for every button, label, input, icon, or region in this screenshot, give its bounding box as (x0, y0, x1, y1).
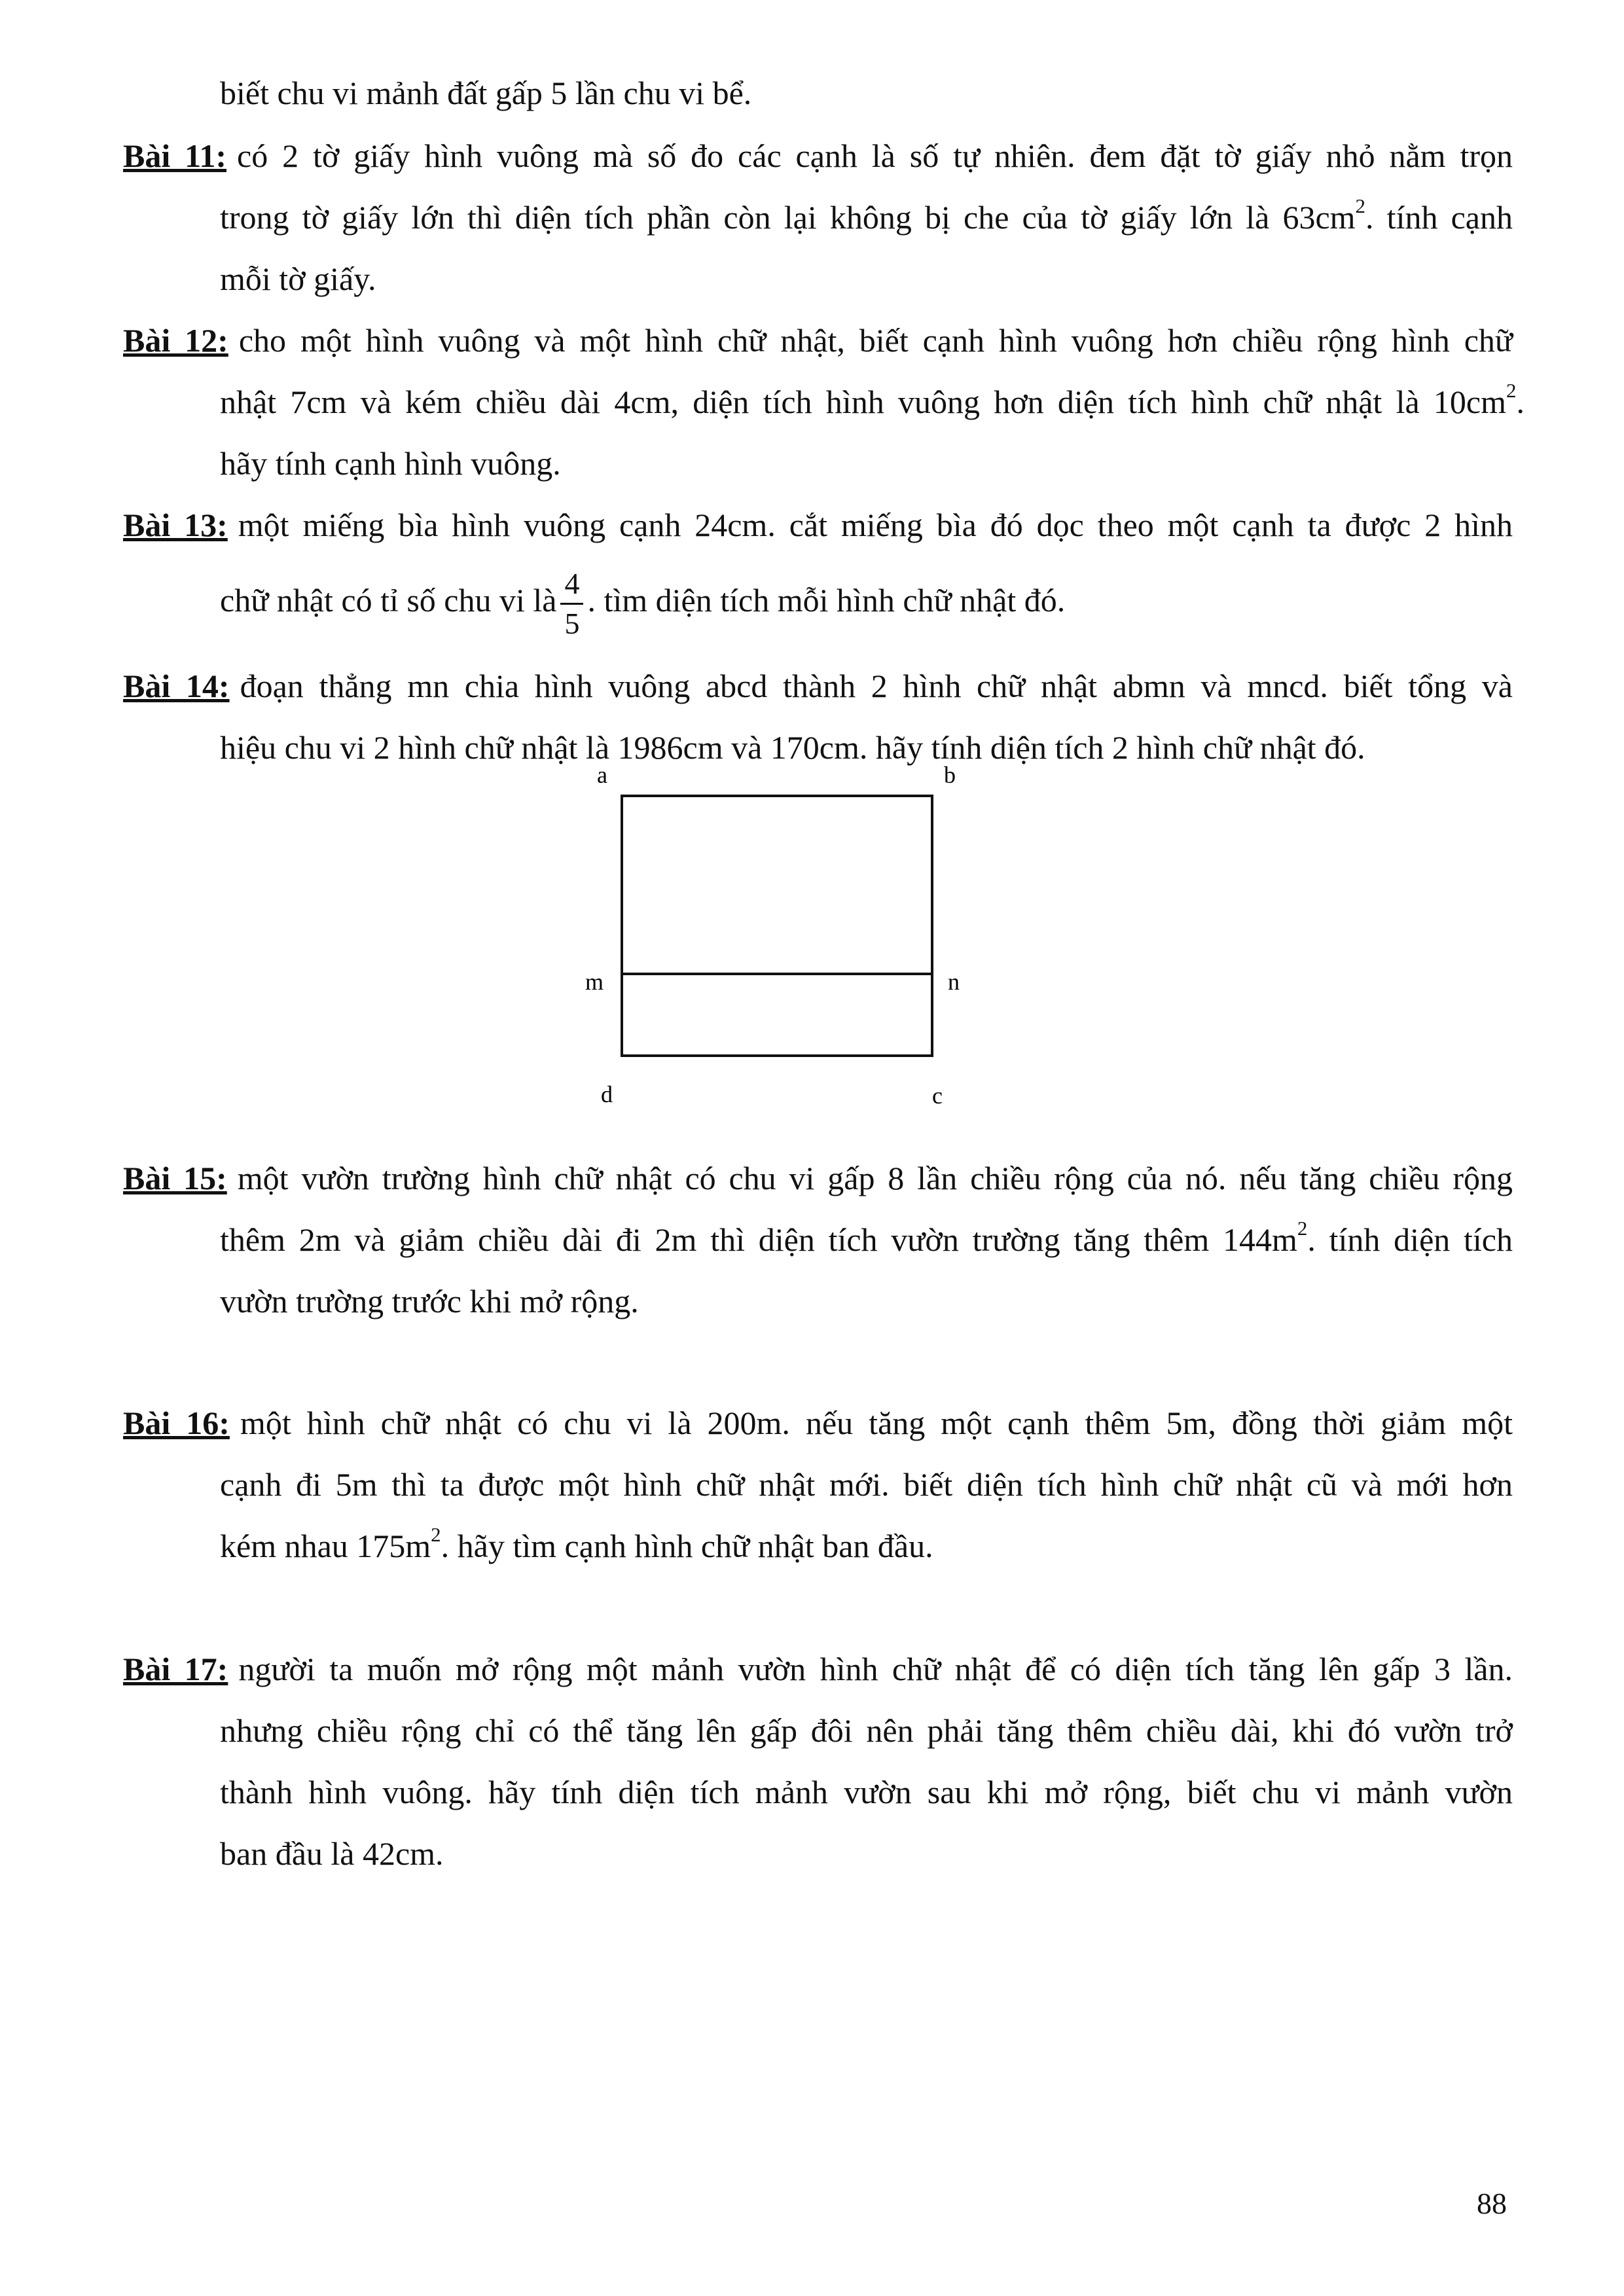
problem-14-line-1: Bài 14: đoạn thẳng mn chia hình vuông abcd thành 2 hình chữ nhật abmn và mncd. biết tổng và (123, 668, 1513, 704)
problem-14-label: Bài 14: (123, 668, 230, 704)
label-b: b (944, 762, 956, 788)
page-number: 88 (1477, 2187, 1507, 2220)
problem-14-line-2: hiệu chu vi 2 hình chữ nhật là 1986cm và 170cm. hãy tính diện tích 2 hình chữ nhật đó. (220, 729, 1365, 766)
problem-12-line-3: hãy tính cạnh hình vuông. (220, 445, 561, 482)
intro-line: biết chu vi mảnh đất gấp 5 lần chu vi bể. (220, 75, 752, 111)
problem-15-line-1: Bài 15: một vườn trường hình chữ nhật có chu vi gấp 8 lần chiều rộng của nó. nếu tăng chiều rộng (123, 1160, 1513, 1196)
problem-16-label: Bài 16: (123, 1405, 230, 1441)
label-d: d (601, 1081, 613, 1107)
problem-13-line-1: Bài 13: một miếng bìa hình vuông cạnh 24cm. cắt miếng bìa đó dọc theo một cạnh ta được 2 hình (123, 507, 1513, 543)
problem-11-line-2: trong tờ giấy lớn thì diện tích phần còn lại không bị che của tờ giấy lớn là $63cm^2$. tính cạnh (220, 194, 1513, 236)
problem-13-line-2: chữ nhật có tỉ số chu vi là $\frac{4}{5}$ . tìm diện tích mỗi hình chữ nhật đó. (220, 567, 1066, 641)
problem-15-line-3: vườn trường trước khi mở rộng. (220, 1283, 639, 1319)
problem-17-line-2: nhưng chiều rộng chỉ có thể tăng lên gấp đôi nên phải tăng thêm chiều dài, khi đó vườn trở (220, 1712, 1513, 1749)
fraction-4-5: $\frac{4}{5}$ (560, 569, 583, 639)
problem-11-line-1: Bài 11: có 2 tờ giấy hình vuông mà số đo các cạnh là số tự nhiên. đem đặt tờ giấy nhỏ nằm trọn (123, 137, 1513, 174)
problem-17-label: Bài 17: (123, 1651, 228, 1687)
problem-16-line-1: Bài 16: một hình chữ nhật có chu vi là 200m. nếu tăng một cạnh thêm 5m, đồng thời giảm một (123, 1405, 1513, 1441)
label-m: m (585, 969, 604, 995)
problem-13-label: Bài 13: (123, 507, 228, 543)
problem-11-label: Bài 11: (123, 137, 227, 174)
label-a: a (597, 762, 607, 788)
problem-16-line-2: cạnh đi 5m thì ta được một hình chữ nhật mới. biết diện tích hình chữ nhật cũ và mới hơn (220, 1466, 1513, 1503)
problem-15-line-2: thêm 2m và giảm chiều dài đi 2m thì diện tích vườn trường tăng thêm $144m^2$. tính diện tích (220, 1217, 1513, 1258)
square-abcd (622, 796, 932, 1056)
problem-16-line-3: kém nhau $175m^2$. hãy tìm cạnh hình chữ nhật ban đầu. (220, 1523, 933, 1564)
problem-17-line-1: Bài 17: người ta muốn mở rộng một mảnh vườn hình chữ nhật để có diện tích tăng lên gấp 3 lần. (123, 1651, 1513, 1687)
problem-12-line-2: nhật 7cm và kém chiều dài 4cm, diện tích hình vuông hơn diện tích hình chữ nhật là $10cm^2$. (220, 379, 1525, 420)
problem-17-line-4: ban đầu là 42cm. (220, 1835, 444, 1872)
problem-15-label: Bài 15: (123, 1160, 227, 1196)
problem-12-label: Bài 12: (123, 322, 228, 359)
problem-11-line-3: mỗi tờ giấy. (220, 260, 376, 297)
label-n: n (948, 969, 960, 995)
problem-17-line-3: thành hình vuông. hãy tính diện tích mảnh vườn sau khi mở rộng, biết chu vi mảnh vườn (220, 1774, 1513, 1810)
problem-12-line-1: Bài 12: cho một hình vuông và một hình chữ nhật, biết cạnh hình vuông hơn chiều rộng hình chữ (123, 322, 1513, 359)
label-c: c (932, 1083, 943, 1109)
